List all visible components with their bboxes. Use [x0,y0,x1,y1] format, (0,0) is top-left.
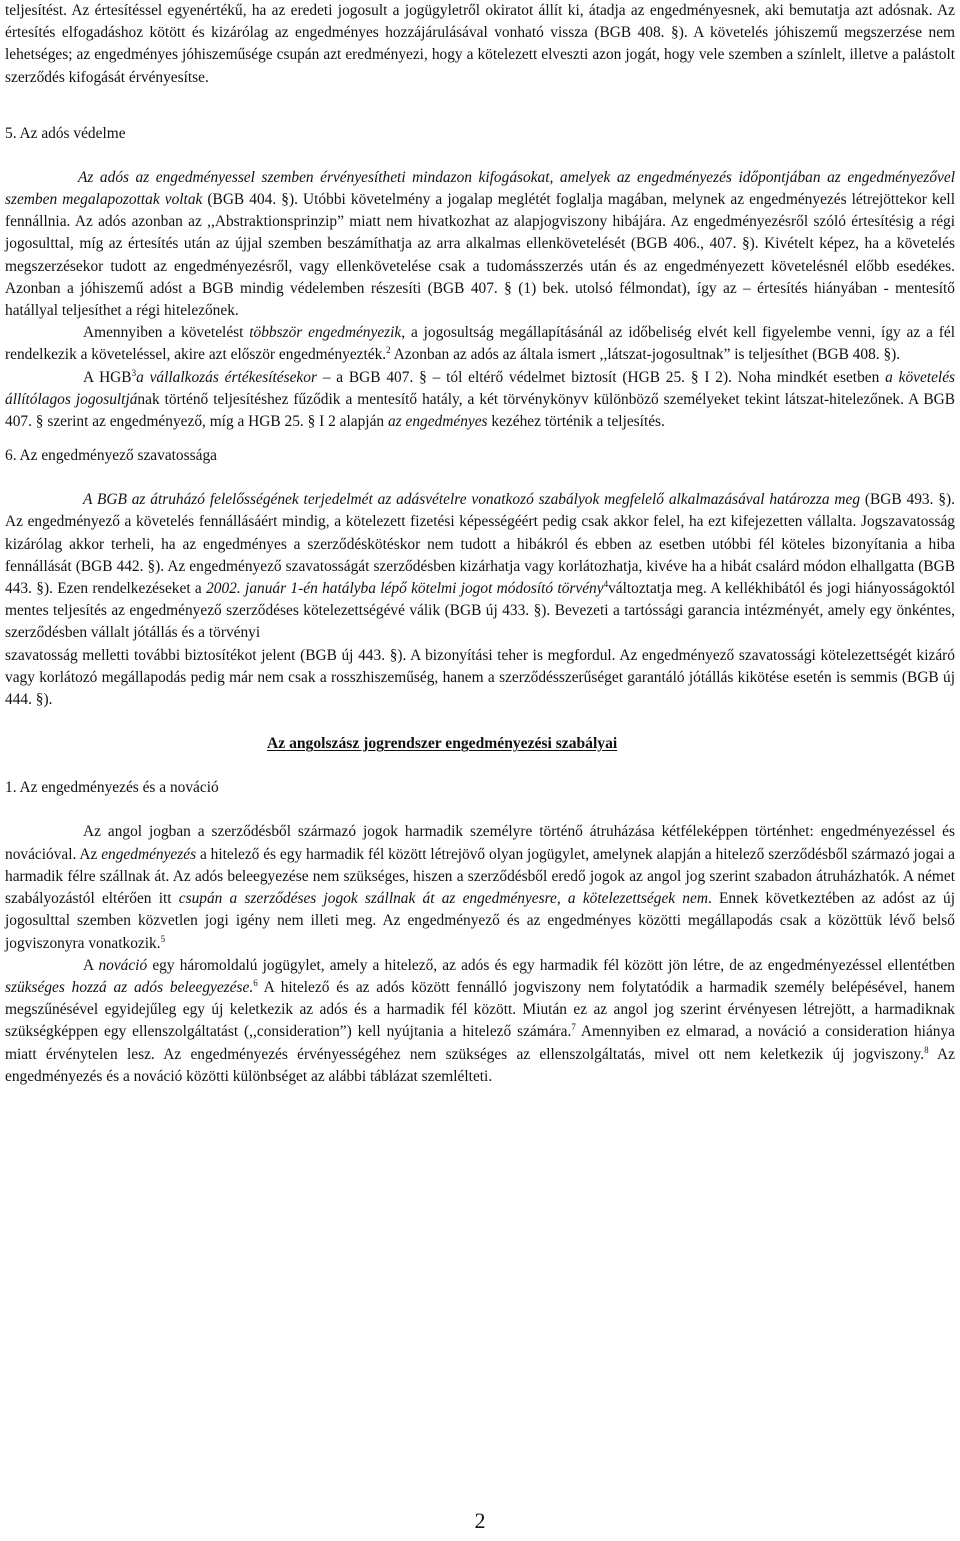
section-heading-6: 6. Az engedményező szavatossága [5,447,217,465]
anglo-paragraph-1: Az angol jogban a szerződésből származó jogok harmadik személyre történő átruházása kétféleképpen történhet: engedményezéssel és novációval. Az engedményezés a hitelező és egy harmadik fél között létrejövő olyan jogügylet, amelynek alapján a hitelező szerződésből származó jogai a harmadik félre szállnak át. Az adós beleegyezése nem szükséges, hiszen a szerződésből eredő jogok az angol jog szerint szabadon átruházhatók. A német szabályozástól eltérően itt csupán a szerződéses jogok szállnak át az engedményesre, a kötelezettségek nem. Ennek következtében az adóst az új jogosulttal szemben közvetlen jogi igény nem illeti meg. Az engedményező és az engedményes közötti megállapodás csak a közöttük lévő belső jogviszonyra vonatkozik.$^5$ [5,823,955,952]
document-page [5,0,955,1088]
s5-paragraph-3: A HGB$^3$a vállalkozás értékesítésekor – a BGB 407. § – tól eltérő védelmet biztosít (HGB 25. § I 2). Noha mindkét esetben a követelés állítólagos jogosultjának történő teljesítéshez fűződik a mentesítő hatály, a két törvénykönyv különböző személyeket tekint látszat-hitelezőnek. A BGB 407. § szerint az engedményező, míg a HGB 25. § I 2 alapján az engedményes kezéhez történik a teljesítés. [5,367,956,431]
s6-paragraph-1: A BGB az átruházó felelősségének terjedelmét az adásvételre vonatkozó szabályok megfelelő alkalmazásával határozza meg (BGB 493. §). Az engedményező a követelés fennállásáért mindig, a kötelezett fizetési képességéért pedig csak akkor felel, ha ezt kifejezetten vállalta. Jogszavatosság kizárólag akkor terheli, ha az engedményes a szerződéskötéskor nem tudott a hibákról és ebben az esetben utóbbi fél köteles bizonyítania a hiba fennállását (BGB 442. §). Az engedményező szavatosságát szerződésben kizárhatja vagy korlátozhatja, kivéve ha a hibát csalárd módon elhallgatta (BGB 443. §). Ezen rendelkezéseket a 2002. január 1-én hatályba lépő kötelmi jogot módosító törvény$^4$változtatja meg. A kellékhibától és jogi hiányosságoktól mentes teljesítés az engedményező szerződéses kötelezettségévé válik (BGB új 433. §). Bevezeti a tartóssági garancia intézményét, amely egy önkéntes, szerződésben vállalt jótállás és a törvényi [5,491,956,642]
anglo-section-title: Az angolszász jogrendszer engedményezési szabályai [267,735,618,753]
footnote-ref: 5 [160,933,166,944]
footnote-ref: 3 [131,367,137,378]
section-sign: § [670,24,679,42]
s5-paragraph-2: Amennyiben a követelést többször engedményezik, a jogosultság megállapításánál az időbeliség elvét kell figyelembe venni, így az a fél rendelkezik a követeléssel, akire azt először engedményezték.$^2$ Azonban az adós az általa ismert ,,látszat-jogosultnak” is teljesíthet (BGB 408. §). [5,324,955,364]
footnote-ref: 4 [603,578,609,589]
s5-paragraph-1: Az adós az engedményessel szemben érvényesítheti mindazon kifogásokat, amelyek az engedményezés időpontjában az engedményezővel szemben megalapozottak voltak (BGB 404. §). Utóbbi követelmény a jogalap meglétét foglalja magában, melynek az engedményezés létrejöttekor kell fennállnia. Az adós azonban az ,,Abstraktionsprinzip” miatt nem hivatkozhat az alapjogviszony hibájára. Az engedményezésről szóló értesítésig a régi jogosulttal, míg az értesítés után az újjal szemben beszámíthatja az arra alkalmas ellenkövetelését (BGB 406., 407. §). Kivételt képez, ha a követelés megszerzésekor tudott az engedményezésről, vagy ellenkövetelése csak a tudomásszerzés után és az engedményezett követelésnél előbb esedékes. Azonban a jóhiszemű adóst a BGB mindig védelemben részesíti (BGB 407. § (1) bek. utolsó félmondat), így az – értesítés hiányában - mentesítő hatállyal teljesíthet a régi hitelezőnek. [5,168,956,320]
footnote-ref: 7 [571,1022,576,1033]
anglo-heading-1: 1. Az engedményezés és a nováció [5,779,219,797]
anglo-paragraph-2: A nováció egy háromoldalú jogügylet, amely a hitelező, az adós és egy harmadik fél között jön létre, de az engedményezéssel ellentétben szükséges hozzá az adós beleegyezése.$^6$ A hitelező és az adós között fennálló jogviszony nem folytatódik a harmadik személy belépésével, hanem megszűnésével egyidejűleg egy új keletkezik az adós és a harmadik fél között. Miután ez az angol jog szerint érvényesen létrejött, a harmadiknak szükségképpen egy ellenszolgáltatást (,,consideration”) kell nyújtania a hitelező számára.$^7$ Amennyiben ez elmarad, a nováció a consideration hiánya miatt érvénytelen lesz. Az engedményezés érvényességéhez nem szükséges az ellenszolgáltatás, mivel ott nem keletkezik új jogviszony.$^8$ Az engedményezés és a nováció közötti különbséget az alábbi táblázat szemlélteti. [5,956,956,1085]
page-number: 2 [474,1508,486,1533]
section-heading-5: 5. Az adós védelme [5,124,126,142]
footnote-ref: 8 [924,1044,929,1055]
s6-paragraph-2: szavatosság melletti további biztosítékot jelent (BGB új 443. §). A bizonyítási teher is megfordul. Az engedményező szavatossági kötelezettségét kizáró vagy korlátozó megállapodás pedig már nem csak a rosszhiszeműség, hanem a szerződésszerűséget garantáló jótállás kikötése esetén is semmis (BGB új 444. §). [5,646,955,709]
footnote-ref: 2 [386,345,391,356]
footnote-ref: 6 [253,977,258,988]
intro-paragraph: teljesítést. Az értesítéssel egyenértékű, ha az eredeti jogosult a jogügyletről okiratot állít ki, átadja az engedményesnek, aki bemutatja azt adósnak. Az értesítés elfogadáshoz kötött és kizárólag az engedményes hozzájárulásával vonható vissza (BGB 408. §). A követelés jóhiszemű megszerzése nem lehetséges; az engedményes jóhiszeműsége csupán azt eredményezi, hogy a kötelezett elveszti azon jogát, hogy vele szemben a színlelt, illetve a palástolt szerződés kifogását érvényesítse. [5,2,956,86]
